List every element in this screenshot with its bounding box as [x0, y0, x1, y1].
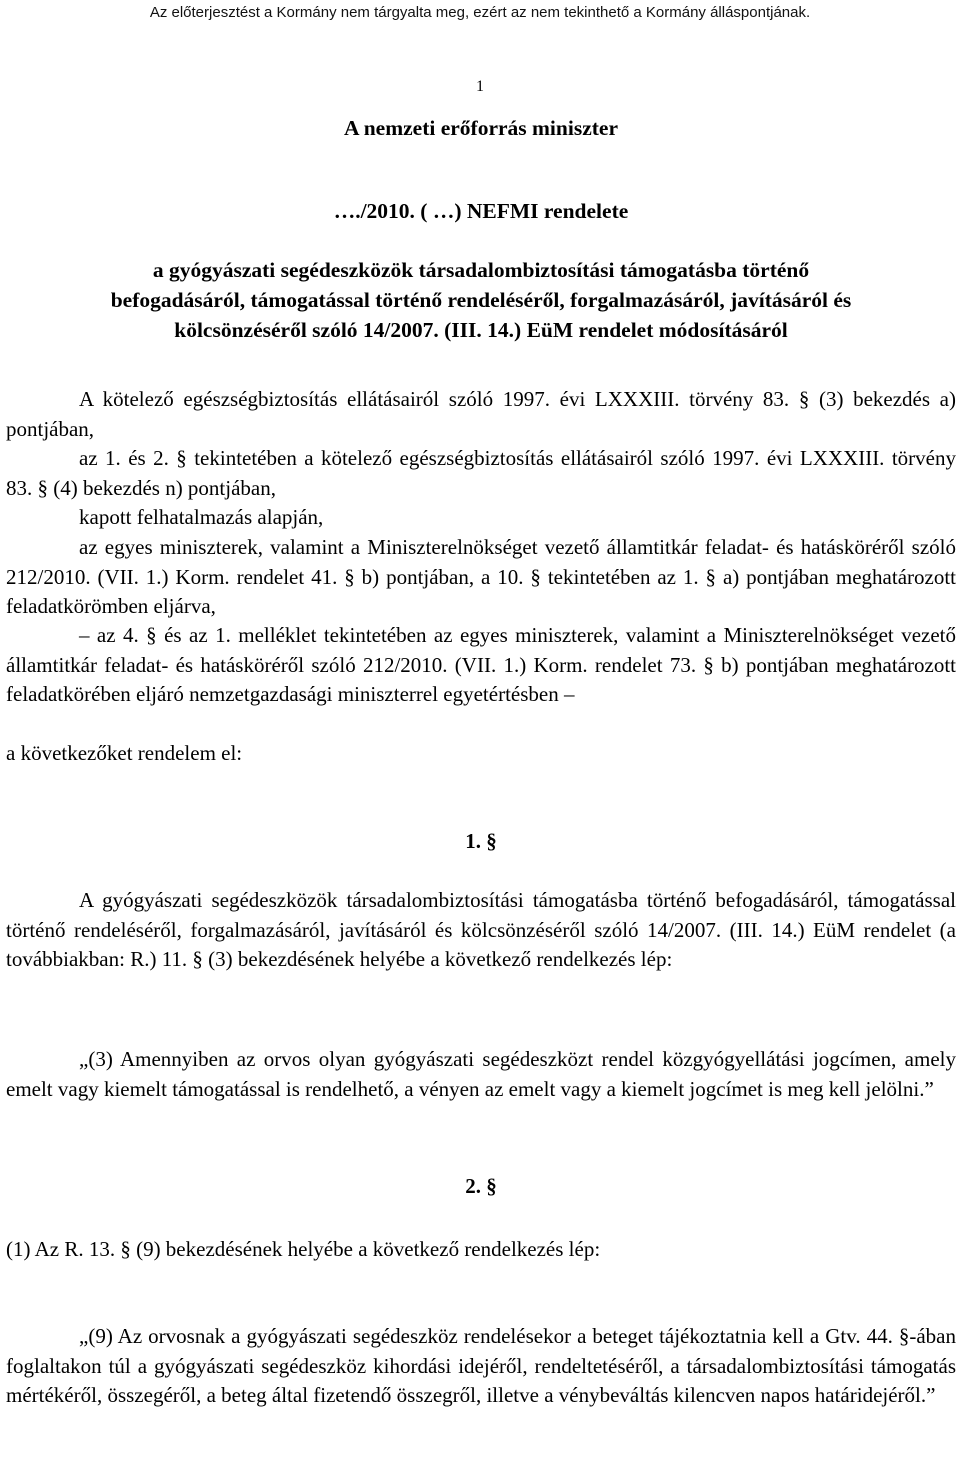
- section-2-body: (1) Az R. 13. § (9) bekezdésének helyébe a következő rendelkezés lép:: [6, 1237, 601, 1261]
- preamble-paragraph-5: – az 4. § és az 1. melléklet tekintetében az egyes miniszterek, valamint a Miniszterelnökséget vezető államtitkár feladat- és hatásköréről szóló 212/2010. (VII. 1.) Korm. rendelet 73. § b) pontjában meghatározott feladatkörében eljáró nemzetgazdasági miniszterrel egyetértésben –: [6, 623, 956, 706]
- page-number: 1: [476, 78, 484, 95]
- decree-subject-line-2: befogadásáról, támogatással történő rendeléséről, forgalmazásáról, javításáról és: [110, 288, 852, 312]
- section-1-quote: „(3) Amennyiben az orvos olyan gyógyászati segédeszközt rendel közgyógyellátási jogcímen, amely emelt vagy kiemelt támogatással is rendelhető, a vényen az emelt vagy a kiemelt jogcímet is meg kell jelölni.”: [6, 1047, 956, 1101]
- section-2-quote: „(9) Az orvosnak a gyógyászati segédeszköz rendelésekor a beteget tájékoztatnia kell a Gtv. 44. §-ában foglaltakon túl a gyógyászati segédeszköz kihordási idejéről, rendeltetéséről, a társadalombiztosítási támogatás mértékéről, összegéről, a beteg által fizetendő összegről, illetve a vénybeváltás kilencven napos határidejéről.”: [6, 1324, 956, 1407]
- preamble-closing: a következőket rendelem el:: [6, 741, 243, 765]
- disclaimer-header: Az előterjesztést a Kormány nem tárgyalta meg, ezért az nem tekinthető a Kormány álláspontjának.: [149, 4, 811, 21]
- preamble-paragraph-1: A kötelező egészségbiztosítás ellátásairól szóló 1997. évi LXXXIII. törvény 83. § (3) bekezdés a) pontjában,: [6, 387, 956, 441]
- decree-number: …./2010. ( …) NEFMI rendelete: [333, 199, 629, 223]
- section-1-body: A gyógyászati segédeszközök társadalombiztosítási támogatásba történő befogadásáról, támogatással történő rendeléséről, forgalmazásáról, javításáról és kölcsönzéséről szóló 14/2007. (III. 14.) EüM rendelet (a továbbiakban: R.) 11. § (3) bekezdésének helyébe a következő rendelkezés lép:: [6, 888, 956, 971]
- preamble-paragraph-3: kapott felhatalmazás alapján,: [79, 505, 324, 529]
- decree-subject-line-1: a gyógyászati segédeszközök társadalombiztosítási támogatásba történő: [152, 258, 810, 282]
- section-1-heading: 1. §: [465, 829, 497, 853]
- preamble-paragraph-2: az 1. és 2. § tekintetében a kötelező egészségbiztosítás ellátásairól szóló 1997. évi LXXXIII. törvény 83. § (4) bekezdés n) pontjában,: [6, 446, 956, 500]
- preamble-paragraph-4: az egyes miniszterek, valamint a Miniszterelnökséget vezető államtitkár feladat- és hatásköréről szóló 212/2010. (VII. 1.) Korm. rendelet 41. § b) pontjában, a 10. § tekintetében az 1. § a) pontjában meghatározott feladatkörömben eljárva,: [6, 535, 956, 618]
- section-2-heading: 2. §: [465, 1174, 497, 1198]
- decree-subject-line-3: kölcsönzéséről szóló 14/2007. (III. 14.) EüM rendelet módosításáról: [174, 318, 788, 342]
- issuer-title: A nemzeti erőforrás miniszter: [343, 116, 618, 140]
